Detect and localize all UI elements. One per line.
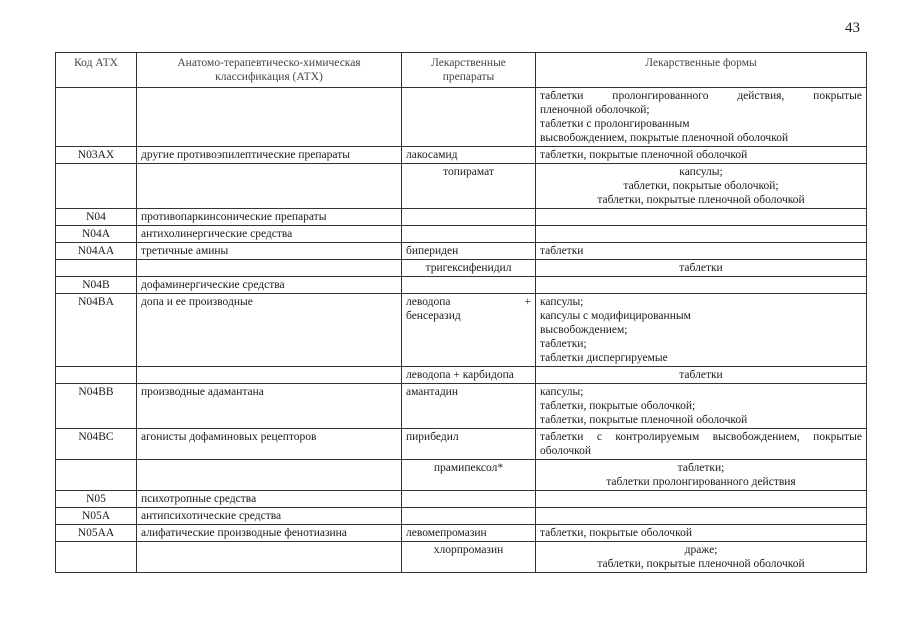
code-cell: N04BB [56, 384, 137, 429]
form-line: капсулы с модифицированным [540, 310, 691, 322]
code-cell: N04A [56, 226, 137, 243]
form-line: таблетки [679, 262, 723, 274]
drug-cell: пирибедил [402, 429, 536, 460]
classification-cell [137, 164, 402, 209]
table-row [56, 542, 867, 573]
forms-cell [536, 508, 867, 525]
classification-cell: производные адамантана [137, 384, 402, 429]
forms-cell [536, 460, 867, 491]
drug-cell [402, 226, 536, 243]
form-line: пленочной оболочкой; [540, 104, 650, 116]
classification-cell: антипсихотические средства [137, 508, 402, 525]
forms-cell [536, 277, 867, 294]
code-cell: N04B [56, 277, 137, 294]
form-line: таблетки с контролируемым высвобождением, покрытые [540, 431, 862, 443]
form-line: высвобождением; [540, 324, 628, 336]
classification-cell: противопаркинсонические препараты [137, 209, 402, 226]
header-row [56, 53, 867, 88]
header-code: Код АТХ [56, 53, 137, 88]
form-line: таблетки, покрытые оболочкой [540, 527, 692, 539]
form-line: таблетки с пролонгированным [540, 118, 690, 130]
classification-cell: другие противоэпилептические препараты [137, 147, 402, 164]
forms-cell [536, 260, 867, 277]
table-row [56, 226, 867, 243]
table-row [56, 367, 867, 384]
form-line: драже; [684, 544, 718, 556]
form-line: капсулы; [540, 296, 584, 308]
forms-cell [536, 294, 867, 367]
table-row [56, 508, 867, 525]
table-row [56, 384, 867, 429]
code-cell [56, 542, 137, 573]
code-cell [56, 367, 137, 384]
forms-cell [536, 525, 867, 542]
drug-cell [402, 491, 536, 508]
table-row [56, 294, 867, 367]
form-line: таблетки, покрытые пленочной оболочкой [540, 149, 748, 161]
form-line: таблетки; [677, 462, 725, 474]
form-line: таблетки [540, 245, 584, 257]
drug-part: + [524, 296, 531, 308]
code-cell: N04 [56, 209, 137, 226]
table-row [56, 147, 867, 164]
classification-cell: антихолинергические средства [137, 226, 402, 243]
forms-cell [536, 164, 867, 209]
drug-cell [402, 508, 536, 525]
classification-cell [137, 260, 402, 277]
classification-cell [137, 542, 402, 573]
drug-part: леводопа [406, 296, 451, 308]
table-row [56, 491, 867, 508]
form-line: капсулы; [540, 386, 584, 398]
table-row [56, 277, 867, 294]
drug-part: бенсеразид [406, 310, 461, 322]
forms-cell [536, 429, 867, 460]
table-row [56, 164, 867, 209]
drug-cell [402, 277, 536, 294]
code-cell: N04BA [56, 294, 137, 367]
header-drugs: Лекарственные препараты [402, 53, 536, 88]
table-row [56, 525, 867, 542]
form-line: таблетки пролонгированного действия [606, 476, 796, 488]
classification-cell [137, 88, 402, 147]
form-line: таблетки диспергируемые [540, 352, 668, 364]
drug-cell: амантадин [402, 384, 536, 429]
drug-cell: прамипексол* [402, 460, 536, 491]
forms-cell [536, 88, 867, 147]
table-row [56, 88, 867, 147]
form-line: таблетки пролонгированного действия, покрытые [540, 90, 862, 102]
classification-cell: психотропные средства [137, 491, 402, 508]
drug-line [406, 295, 531, 309]
form-line: высвобождением, покрытые пленочной оболочкой [540, 132, 789, 144]
forms-cell [536, 367, 867, 384]
forms-cell [536, 542, 867, 573]
drug-cell [402, 209, 536, 226]
code-cell: N03AX [56, 147, 137, 164]
table-row [56, 209, 867, 226]
form-line: таблетки, покрытые оболочкой; [540, 400, 696, 412]
code-cell: N05AA [56, 525, 137, 542]
drug-cell [402, 88, 536, 147]
drug-cell [402, 294, 536, 367]
code-cell: N04BC [56, 429, 137, 460]
form-line: таблетки, покрытые оболочкой; [623, 180, 779, 192]
classification-cell: агонисты дофаминовых рецепторов [137, 429, 402, 460]
code-cell [56, 164, 137, 209]
drug-cell: топирамат [402, 164, 536, 209]
code-cell [56, 88, 137, 147]
forms-cell [536, 147, 867, 164]
form-line: капсулы; [679, 166, 723, 178]
drug-cell: лакосамид [402, 147, 536, 164]
drug-cell: тригексифенидил [402, 260, 536, 277]
header-forms: Лекарственные формы [536, 53, 867, 88]
classification-cell: дофаминергические средства [137, 277, 402, 294]
code-cell: N05A [56, 508, 137, 525]
table-row [56, 260, 867, 277]
classification-cell: допа и ее производные [137, 294, 402, 367]
forms-cell [536, 209, 867, 226]
drug-cell: хлорпромазин [402, 542, 536, 573]
forms-cell [536, 384, 867, 429]
code-cell: N04AA [56, 243, 137, 260]
drug-cell: леводопа + карбидопа [402, 367, 536, 384]
code-cell [56, 460, 137, 491]
classification-cell [137, 460, 402, 491]
atx-table [55, 52, 867, 573]
classification-cell: третичные амины [137, 243, 402, 260]
form-line: оболочкой [540, 445, 592, 457]
form-line: таблетки [679, 369, 723, 381]
form-line: таблетки, покрытые пленочной оболочкой [597, 558, 805, 570]
classification-cell [137, 367, 402, 384]
table-body [56, 88, 867, 573]
forms-cell [536, 243, 867, 260]
classification-cell: алифатические производные фенотиазина [137, 525, 402, 542]
forms-cell [536, 226, 867, 243]
code-cell [56, 260, 137, 277]
header-classification: Анатомо-терапевтическо-химическая классификация (АТХ) [137, 53, 402, 88]
code-cell: N05 [56, 491, 137, 508]
form-line: таблетки; [540, 338, 587, 350]
table-row [56, 460, 867, 491]
table-row [56, 243, 867, 260]
page-number: 43 [845, 20, 860, 36]
drug-cell: бипериден [402, 243, 536, 260]
table-row [56, 429, 867, 460]
form-line: таблетки, покрытые пленочной оболочкой [540, 414, 748, 426]
forms-cell [536, 491, 867, 508]
table-header [56, 53, 867, 88]
drug-cell: левомепромазин [402, 525, 536, 542]
form-line: таблетки, покрытые пленочной оболочкой [597, 194, 805, 206]
